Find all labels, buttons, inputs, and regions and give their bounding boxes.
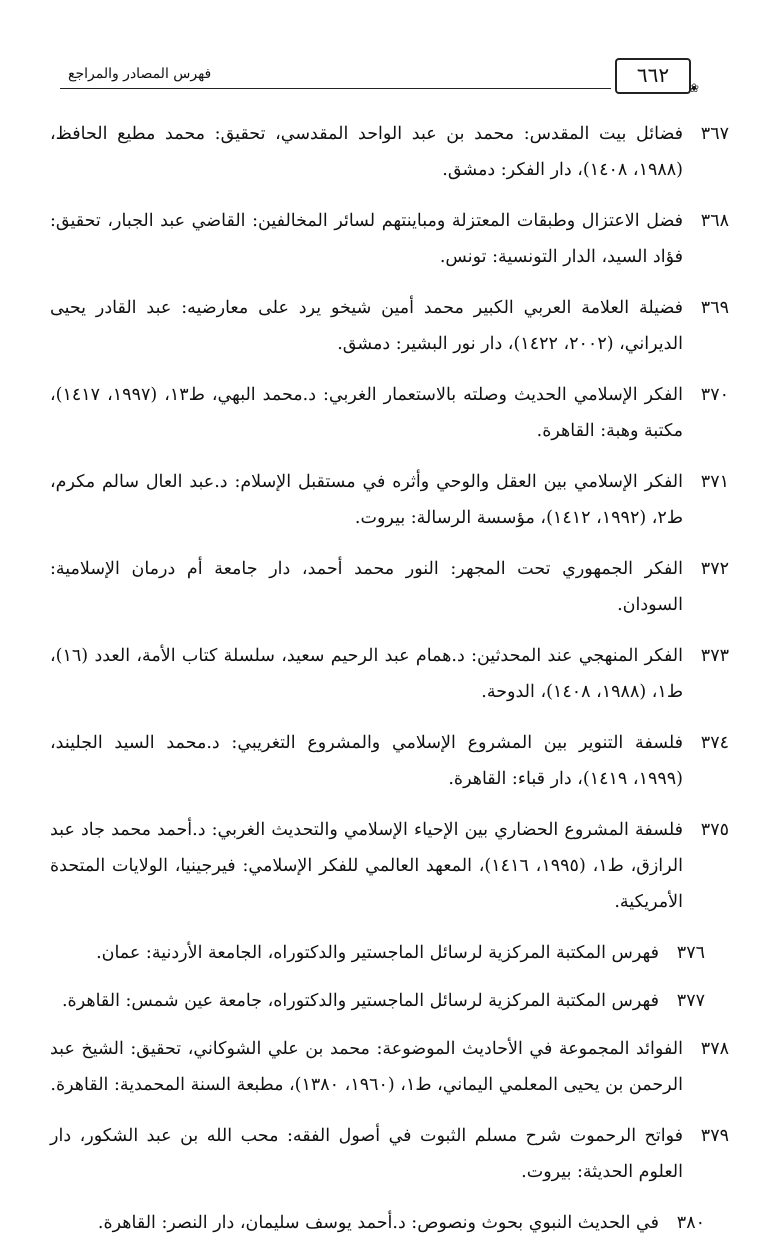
entry-text: فضيلة العلامة العربي الكبير محمد أمين شيخو يرد على معارضيه: عبد القادر يحيى الديراني، (٢٠٠٢، ١٤٢٢)، دار نور البشير: دمشق.: [50, 298, 683, 354]
bibliography-entry: [50, 638, 729, 710]
page-number: ٦٦٢: [615, 58, 691, 94]
bibliography-entry: [50, 203, 729, 275]
entry-number: ٣٧٨: [700, 1039, 729, 1059]
bibliography-list: [50, 116, 729, 1253]
entry-text: فضائل بيت المقدس: محمد بن عبد الواحد المقدسي، تحقيق: محمد مطيع الحافظ، (١٩٨٨، ١٤٠٨)، دار الفكر: دمشق.: [50, 124, 683, 180]
entry-number: ٣٧٩: [700, 1126, 729, 1146]
entry-number: ٣٧٢: [700, 559, 729, 579]
entry-text: فهرس المكتبة المركزية لرسائل الماجستير والدكتوراه، جامعة عين شمس: القاهرة.: [61, 991, 659, 1011]
entry-text: فضل الاعتزال وطبقات المعتزلة ومباينتهم لسائر المخالفين: القاضي عبد الجبار، تحقيق: فؤاد السيد، الدار التونسية: تونس.: [50, 211, 683, 267]
entry-number: ٣٧٣: [700, 646, 729, 666]
entry-number: ٣٨٠: [676, 1213, 705, 1233]
entry-number: ٣٦٨: [700, 211, 729, 231]
running-title: فهرس المصادر والمراجع: [68, 66, 212, 82]
entry-number: ٣٦٩: [700, 298, 729, 318]
entry-text: فهرس المكتبة المركزية لرسائل الماجستير والدكتوراه، الجامعة الأردنية: عمان.: [96, 943, 659, 963]
entry-number: ٣٧٥: [700, 820, 729, 840]
bibliography-entry: [50, 812, 729, 920]
bibliography-entry: [50, 935, 729, 971]
entry-number: ٣٧١: [700, 472, 729, 492]
entry-text: الفكر الإسلامي الحديث وصلته بالاستعمار الغربي: د.محمد البهي، ط١٣، (١٩٩٧، ١٤١٧)، مكتبة وهبة: القاهرة.: [50, 385, 683, 441]
entry-number: ٣٧٠: [700, 385, 729, 405]
entry-number: ٣٧٦: [676, 943, 705, 963]
bibliography-entry: [50, 377, 729, 449]
entry-text: الفكر الجمهوري تحت المجهر: النور محمد أحمد، دار جامعة أم درمان الإسلامية: السودان.: [50, 559, 683, 615]
bibliography-entry: [50, 725, 729, 797]
entry-number: ٣٦٧: [700, 124, 729, 144]
bibliography-entry: [50, 464, 729, 536]
bibliography-entry: [50, 290, 729, 362]
ornament-icon: ❀: [689, 81, 700, 95]
entry-text: الفكر الإسلامي بين العقل والوحي وأثره في مستقبل الإسلام: د.عبد العال سالم مكرم، ط٢، (١٩٩٢، ١٤١٢)، مؤسسة الرسالة: بيروت.: [50, 472, 683, 528]
bibliography-entry: [50, 116, 729, 188]
header-rule: [60, 88, 611, 89]
bibliography-entry: [50, 1031, 729, 1103]
bibliography-entry: [50, 551, 729, 623]
page-header: [60, 58, 701, 95]
entry-text: فلسفة التنوير بين المشروع الإسلامي والمشروع التغريبي: د.محمد السيد الجليند، (١٩٩٩، ١٤١٩)، دار قباء: القاهرة.: [50, 733, 683, 789]
entry-text: فواتح الرحموت شرح مسلم الثبوت في أصول الفقه: محب الله بن عبد الشكور، دار العلوم الحديثة: بيروت.: [50, 1126, 683, 1182]
entry-text: في الحديث النبوي بحوث ونصوص: د.أحمد يوسف سليمان، دار النصر: القاهرة.: [97, 1213, 659, 1233]
bibliography-entry: [50, 1118, 729, 1190]
entry-text: الفكر المنهجي عند المحدثين: د.همام عبد الرحيم سعيد، سلسلة كتاب الأمة، العدد (١٦)، ط١، (١٩٨٨، ١٤٠٨)، الدوحة.: [50, 646, 683, 702]
entry-text: الفوائد المجموعة في الأحاديث الموضوعة: محمد بن علي الشوكاني، تحقيق: الشيخ عبد الرحمن بن يحيى المعلمي اليماني، ط١، (١٩٦٠، ١٣٨٠)، مطبعة السنة المحمدية: القاهرة.: [50, 1039, 683, 1095]
bibliography-entry: [50, 983, 729, 1019]
entry-number: ٣٧٧: [676, 991, 705, 1011]
entry-number: ٣٧٤: [700, 733, 729, 753]
entry-text: فلسفة المشروع الحضاري بين الإحياء الإسلامي والتحديث الغربي: د.أحمد محمد جاد عبد الرازق، ط١، (١٩٩٥، ١٤١٦)، المعهد العالمي للفكر الإسلامي: فيرجينيا، الولايات المتحدة الأمريكية.: [50, 820, 683, 912]
bibliography-entry: [50, 1205, 729, 1241]
